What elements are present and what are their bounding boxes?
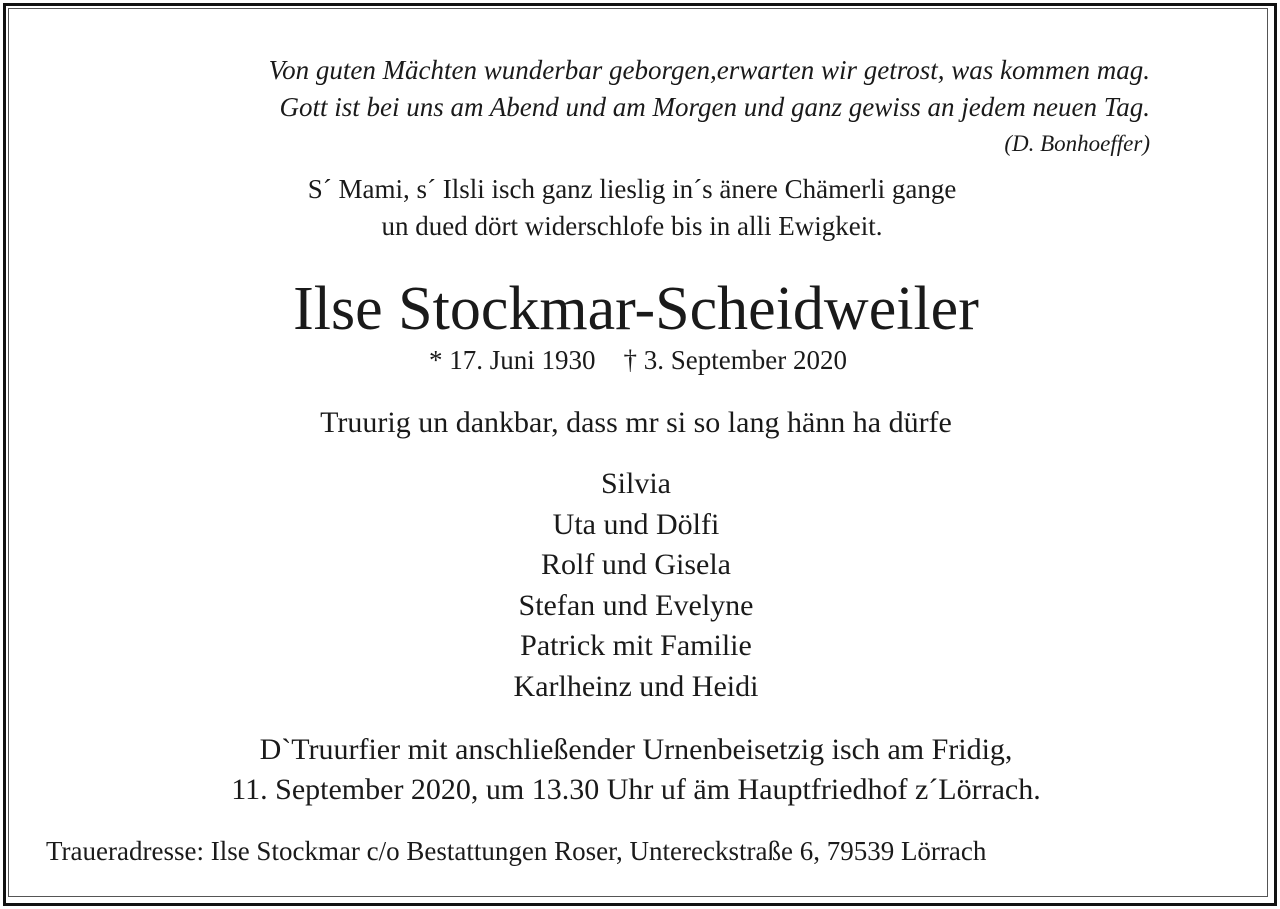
quote-author: (D. Bonhoeffer) bbox=[1004, 131, 1150, 156]
mourners-list bbox=[0, 464, 1272, 707]
death-date: † 3. September 2020 bbox=[623, 345, 847, 375]
mourner-item: Stefan und Evelyne bbox=[518, 588, 754, 622]
life-dates bbox=[0, 342, 1276, 378]
sentiment-line: Truurig un dankbar, dass mr si so lang hänn ha dürfe bbox=[320, 406, 952, 439]
mourner-item: Silvia bbox=[600, 467, 671, 500]
mourning-address: Traueradresse: Ilse Stockmar c/o Bestattungen Roser, Untereckstraße 6, 79539 Lörrach bbox=[46, 836, 987, 866]
mourner-item: Karlheinz und Heidi bbox=[513, 669, 759, 703]
mourner-item: Rolf und Gisela bbox=[541, 548, 731, 581]
service-info bbox=[0, 730, 1272, 810]
bonhoeffer-quote bbox=[0, 52, 1150, 126]
deceased-name: Ilse Stockmar-Scheidweiler bbox=[293, 275, 979, 343]
dialect-line: S´ Mami, s´ Ilsli isch ganz lieslig in´s änere Chämerli gange bbox=[307, 174, 957, 204]
dialect-line: un dued dört widerschlofe bis in alli Ewigkeit. bbox=[381, 211, 883, 241]
dialect-verse bbox=[0, 171, 1264, 245]
service-line: 11. September 2020, um 13.30 Uhr uf äm Hauptfriedhof z´Lörrach. bbox=[231, 773, 1041, 806]
service-line: D`Truurfier mit anschließender Urnenbeisetzig isch am Fridig, bbox=[259, 733, 1013, 766]
quote-line: Gott ist bei uns am Abend und am Morgen und ganz gewiss an jedem neuen Tag. bbox=[279, 92, 1150, 122]
birth-date: * 17. Juni 1930 bbox=[429, 345, 596, 375]
mourner-item: Uta und Dölfi bbox=[552, 507, 720, 541]
quote-line: Von guten Mächten wunderbar geborgen,erwarten wir getrost, was kommen mag. bbox=[268, 55, 1150, 85]
mourner-item: Patrick mit Familie bbox=[520, 629, 752, 662]
